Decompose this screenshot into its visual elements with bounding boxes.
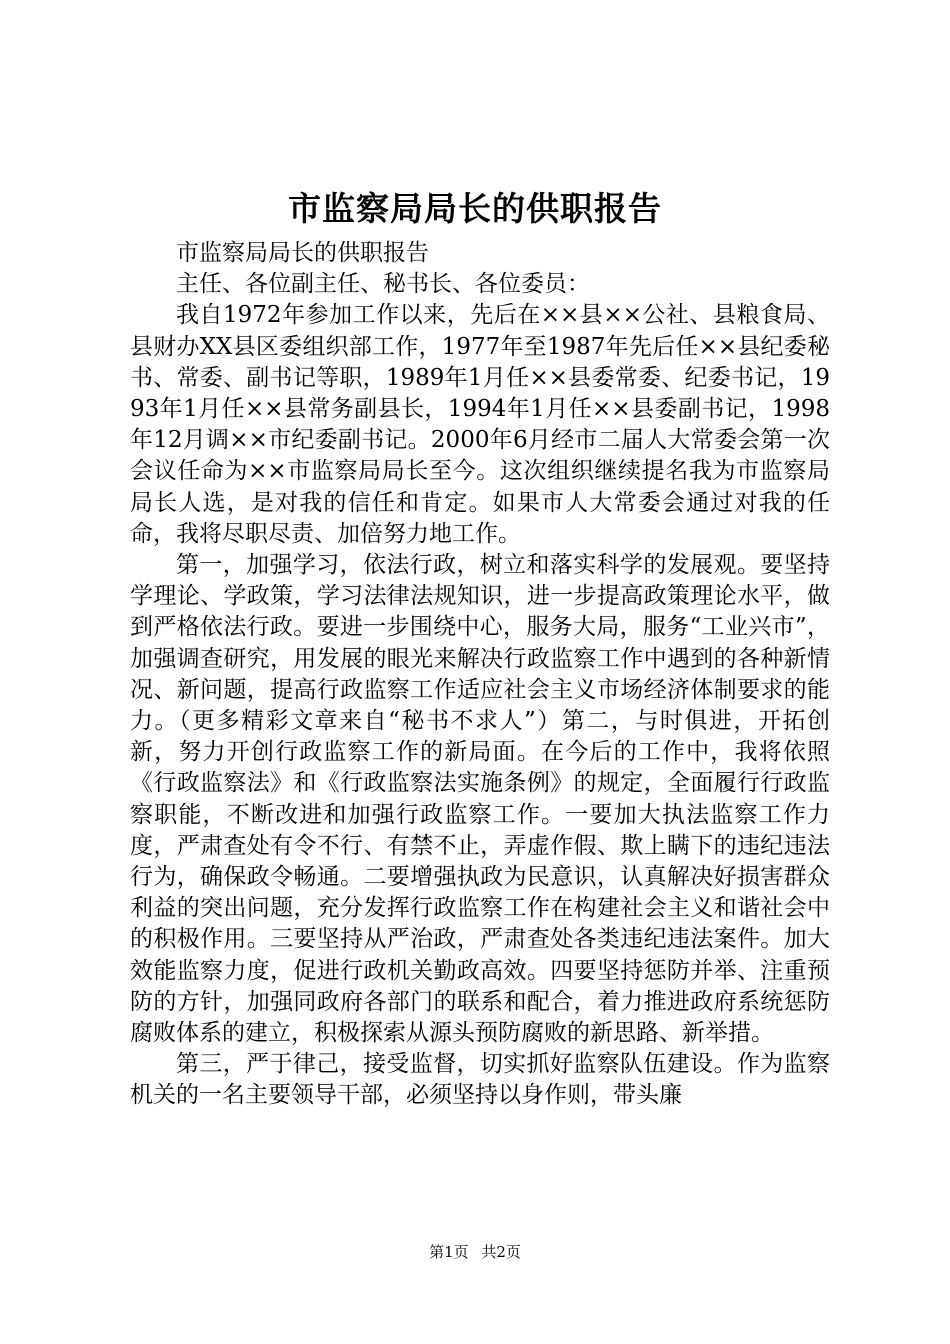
document-title: 市监察局局长的供职报告 bbox=[288, 189, 662, 228]
page-number-total: 共2页 bbox=[481, 1243, 521, 1261]
page-number-current: 第1页 bbox=[429, 1243, 469, 1261]
paragraph-third-point: 第三，严于律己，接受监督，切实抓好监察队伍建设。作为监察机关的一名主要领导干部，必须坚持以身作则，带头廉 bbox=[130, 1051, 830, 1109]
document-body bbox=[130, 238, 830, 1112]
paragraph-salutation: 主任、各位副主任、秘书长、各位委员： bbox=[176, 271, 590, 298]
paragraph-background: 我自1972年参加工作以来，先后在××县××公社、县粮食局、县财办XX县区委组织部工作，1977年至1987年先后任××县纪委秘书、常委、副书记等职，1989年1月任××县委常委、纪委书记，1993年1月任××县常务副县长，1994年1月任××县委副书记，1998年12月调××市纪委副书记。2000年6月经市二届人大常委会第一次会议任命为××市监察局局长至今。这次组织继续提名我为市监察局局长人选，是对我的信任和肯定。如果市人大常委会通过对我的任命，我将尽职尽责、加倍努力地工作。 bbox=[130, 302, 830, 547]
paragraph-heading-repeat: 市监察局局长的供职报告 bbox=[176, 240, 429, 266]
paragraph-first-second-points: 第一，加强学习，依法行政，树立和落实科学的发展观。要坚持学理论、学政策，学习法律法规知识，进一步提高政策理论水平，做到严格依法行政。要进一步围绕中心，服务大局，服务“工业兴市”，加强调查研究，用发展的眼光来解决行政监察工作中遇到的各种新情况、新问题，提高行政监察工作适应社会主义市场经济体制要求的能力。（更多精彩文章来自“秘书不求人”）第二，与时俱进，开拓创新，努力开创行政监察工作的新局面。在今后的工作中，我将依照《行政监察法》和《行政监察法实施条例》的规定，全面履行行政监察职能，不断改进和加强行政监察工作。一要加大执法监察工作力度，严肃查处有令不行、有禁不止，弄虚作假、欺上瞒下的违纪违法行为，确保政令畅通。二要增强执政为民意识，认真解决好损害群众利益的突出问题，充分发挥行政监察工作在构建社会主义和谐社会中的积极作用。三要坚持从严治政，严肃查处各类违纪违法案件。加大效能监察力度，促进行政机关勤政高效。四要坚持惩防并举、注重预防的方针，加强同政府各部门的联系和配合，着力推进政府系统惩防腐败体系的建立，积极探索从源头预防腐败的新思路、新举措。 bbox=[130, 552, 830, 1047]
page-footer bbox=[0, 1242, 950, 1262]
